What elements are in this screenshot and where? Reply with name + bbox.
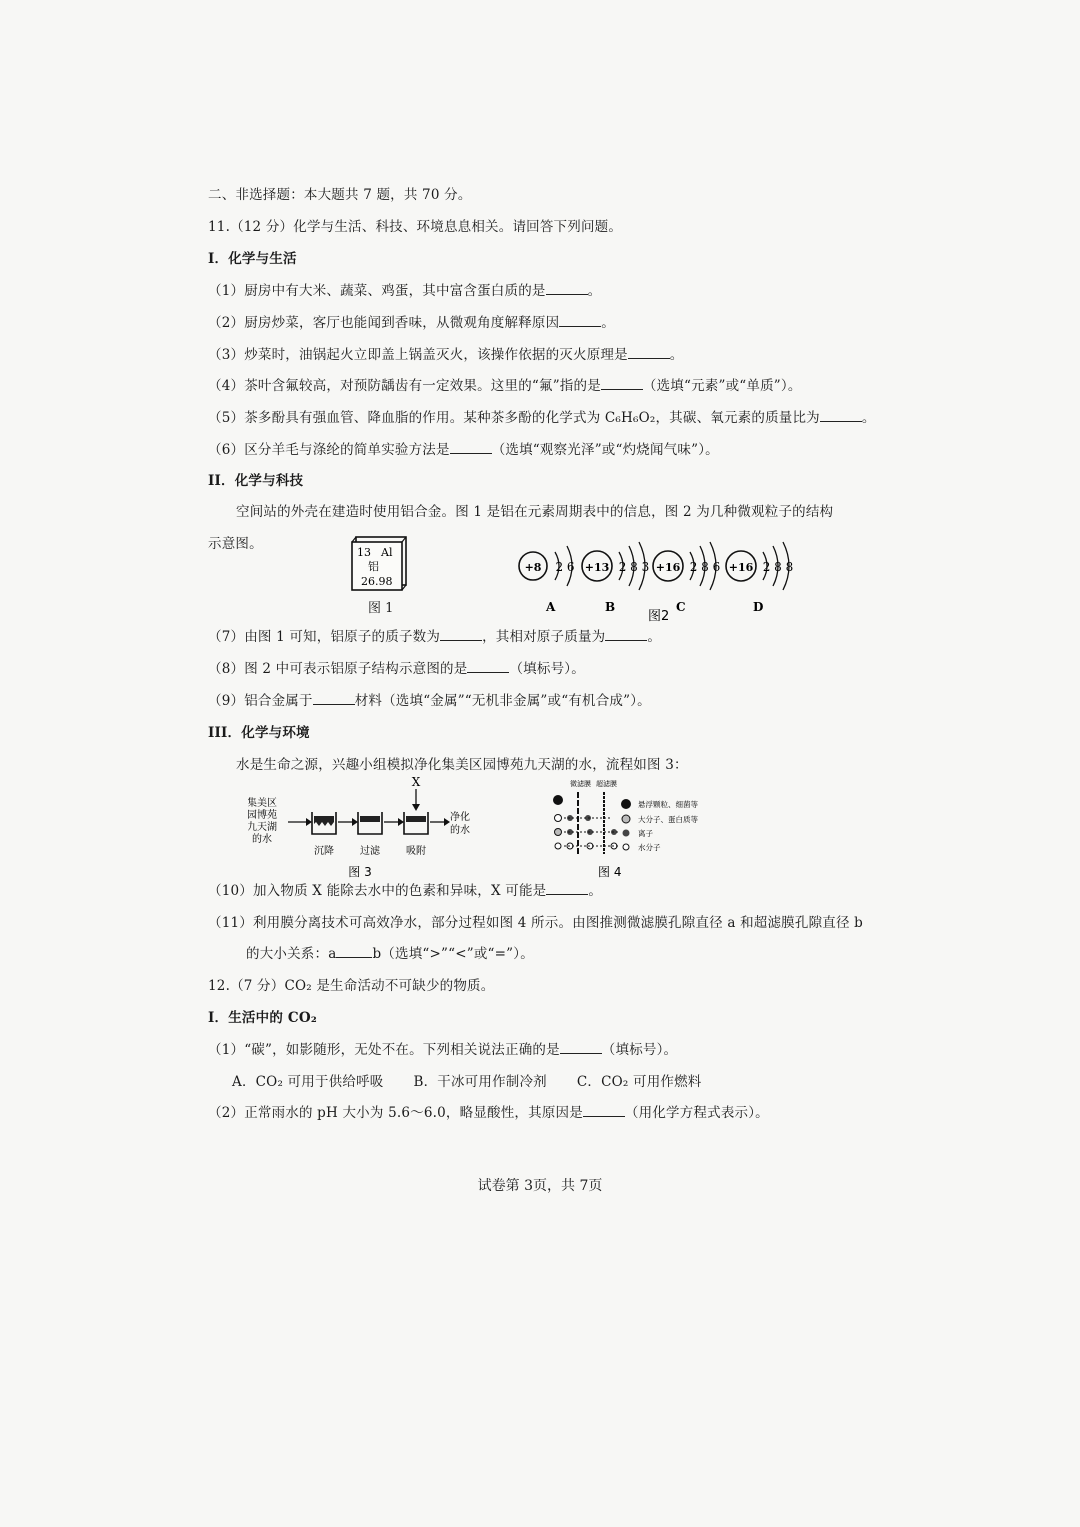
tank-settling xyxy=(312,812,336,834)
purification-flow-diagram xyxy=(248,776,488,882)
answer-blank[interactable] xyxy=(820,409,862,422)
microfiltration-label: 微滤膜 xyxy=(570,780,591,788)
figure-4-caption: 图 4 xyxy=(598,865,622,879)
answer-blank[interactable] xyxy=(440,628,482,641)
atomic-mass: 26.98 xyxy=(361,575,393,588)
element-symbol: Al xyxy=(381,546,393,559)
q12-item-2: （2）正常雨水的 pH 大小为 5.6～6.0，略显酸性，其原因是 （用化学方程式表示）。 xyxy=(208,1105,769,1121)
option-c[interactable]: C．CO₂ 可用作燃料 xyxy=(576,1074,702,1090)
answer-blank[interactable] xyxy=(559,314,601,327)
figure-3-caption: 图 3 xyxy=(348,865,372,879)
figure-1-periodic-cell xyxy=(348,535,410,616)
svg-text:+13: +13 xyxy=(584,561,610,574)
q11-item-9: （9）铝合金属于 材料（选填“金属”“无机非金属”或“有机合成”）。 xyxy=(208,693,651,709)
figure-1-caption: 图 1 xyxy=(368,601,394,616)
svg-text:大分子、蛋白质等: 大分子、蛋白质等 xyxy=(638,815,698,824)
q11-item-2: （2）厨房炒菜，客厅也能闻到香味，从微观角度解释原因 。 xyxy=(208,315,615,331)
svg-text:B: B xyxy=(605,600,616,614)
svg-text:水分子: 水分子 xyxy=(638,843,661,852)
answer-blank[interactable] xyxy=(583,1104,625,1117)
q11-item-3: （3）炒菜时，油锅起火立即盖上锅盖灭火，该操作依据的灭火原理是 。 xyxy=(208,347,684,363)
answer-blank[interactable] xyxy=(560,1041,602,1054)
q12-title: 12.（7 分）CO₂ 是生命活动不可缺少的物质。 xyxy=(208,978,495,994)
q11-title: 11.（12 分）化学与生活、科技、环境息息相关。请回答下列问题。 xyxy=(208,219,623,235)
answer-blank[interactable] xyxy=(313,692,355,705)
svg-text:过滤: 过滤 xyxy=(360,846,380,857)
figure-2-caption: 图2 xyxy=(648,609,670,624)
option-b[interactable]: B．干冰可用作制冷剂 xyxy=(413,1074,547,1090)
svg-text:的水: 的水 xyxy=(450,825,470,836)
svg-text:+8: +8 xyxy=(524,561,542,574)
answer-blank[interactable] xyxy=(467,660,509,673)
q11-item-11: （11）利用膜分离技术可高效净水，部分过程如图 4 所示。由图推测微滤膜孔隙直径 a 和超滤膜孔隙直径 b xyxy=(208,915,864,931)
atom-structure-diagram xyxy=(505,536,815,626)
svg-text:九天湖: 九天湖 xyxy=(248,822,277,833)
membrane-diagram xyxy=(550,776,730,882)
element-box-icon xyxy=(348,535,410,593)
svg-text:+16: +16 xyxy=(728,561,754,574)
answer-blank[interactable] xyxy=(450,441,492,454)
option-a[interactable]: A．CO₂ 可用于供给呼吸 xyxy=(232,1074,384,1090)
answer-blank[interactable] xyxy=(601,377,643,390)
svg-text:吸附: 吸附 xyxy=(406,846,426,857)
svg-text:悬浮颗粒、细菌等: 悬浮颗粒、细菌等 xyxy=(638,800,698,809)
ultrafiltration-label: 超滤膜 xyxy=(596,780,617,788)
q11-part2-title: II．化学与科技 xyxy=(208,473,304,489)
page-footer: 试卷第 3页，共 7页 xyxy=(477,1178,603,1194)
element-name: 铝 xyxy=(368,560,379,573)
svg-text:2 8 3: 2 8 3 xyxy=(618,560,650,574)
q11-item-5: （5）茶多酚具有强血管、降血脂的作用。某种茶多酚的化学式为 C₆H₆O₂，其碳、氧元素的质量比为 。 xyxy=(208,410,876,426)
q11-item-4: （4）茶叶含氟较高，对预防龋齿有一定效果。这里的“氟”指的是 （选填“元素”或“单质”）。 xyxy=(208,378,802,394)
svg-text:的水: 的水 xyxy=(252,834,272,845)
q11-part1-title: I．化学与生活 xyxy=(208,251,297,267)
svg-text:2 8 6: 2 8 6 xyxy=(689,560,721,574)
atom-D xyxy=(726,542,793,614)
svg-text:离子: 离子 xyxy=(638,829,653,838)
section-header: 二、非选择题：本大题共 7 题，共 70 分。 xyxy=(208,187,472,203)
q12-part1-title: I．生活中的 CO₂ xyxy=(208,1010,317,1026)
answer-blank[interactable] xyxy=(336,945,372,958)
svg-text:沉降: 沉降 xyxy=(314,846,334,857)
q11-item-11-cont: 的大小关系：a b（选填“>”“<”或“=”）。 xyxy=(246,946,534,962)
svg-text:2 8 8: 2 8 8 xyxy=(762,560,794,574)
q11-part2-intro-cont: 示意图。 xyxy=(208,536,263,552)
svg-text:+16: +16 xyxy=(655,561,681,574)
svg-text:D: D xyxy=(753,600,764,614)
atom-A xyxy=(519,546,575,614)
figure-4-membrane-separation xyxy=(550,776,730,886)
q11-part3-intro: 水是生命之源，兴趣小组模拟净化集美区园博苑九天湖的水，流程如图 3： xyxy=(236,757,688,773)
svg-text:集美区: 集美区 xyxy=(248,798,277,809)
q11-item-1: （1）厨房中有大米、蔬菜、鸡蛋，其中富含蛋白质的是 。 xyxy=(208,283,602,299)
atom-B xyxy=(582,542,649,614)
figure-2-atom-diagrams xyxy=(505,536,815,630)
answer-blank[interactable] xyxy=(546,282,588,295)
q12-item-1: （1）“碳”，如影随形，无处不在。下列相关说法正确的是 （填标号）。 xyxy=(208,1042,678,1058)
x-substance-label: X xyxy=(411,776,421,789)
svg-text:2 6: 2 6 xyxy=(555,560,575,574)
answer-blank[interactable] xyxy=(605,628,647,641)
q11-part3-title: III．化学与环境 xyxy=(208,725,310,741)
q11-item-6: （6）区分羊毛与涤纶的简单实验方法是 （选填“观察光泽”或“灼烧闻气味”）。 xyxy=(208,442,719,458)
tank-adsorbing xyxy=(404,812,428,834)
figure-3-purification-flow xyxy=(248,776,488,886)
atom-C xyxy=(653,542,720,614)
answer-blank[interactable] xyxy=(546,882,588,895)
answer-blank[interactable] xyxy=(628,346,670,359)
q11-item-10: （10）加入物质 X 能除去水中的色素和异味，X 可能是 。 xyxy=(208,883,603,899)
svg-text:A: A xyxy=(546,600,556,614)
q11-item-7: （7）由图 1 可知，铝原子的质子数为 ，其相对原子质量为 。 xyxy=(208,629,662,645)
q12-options xyxy=(232,1073,702,1091)
q11-part2-intro: 空间站的外壳在建造时使用铝合金。图 1 是铝在元素周期表中的信息，图 2 为几种微观粒子的结构 xyxy=(236,504,834,520)
q11-item-8: （8）图 2 中可表示铝原子结构示意图的是 （填标号）。 xyxy=(208,661,585,677)
atomic-number: 13 xyxy=(357,546,371,559)
svg-text:园博苑: 园博苑 xyxy=(248,810,277,821)
svg-text:C: C xyxy=(676,600,686,614)
tank-filtering xyxy=(358,812,382,834)
svg-text:净化: 净化 xyxy=(450,812,470,823)
